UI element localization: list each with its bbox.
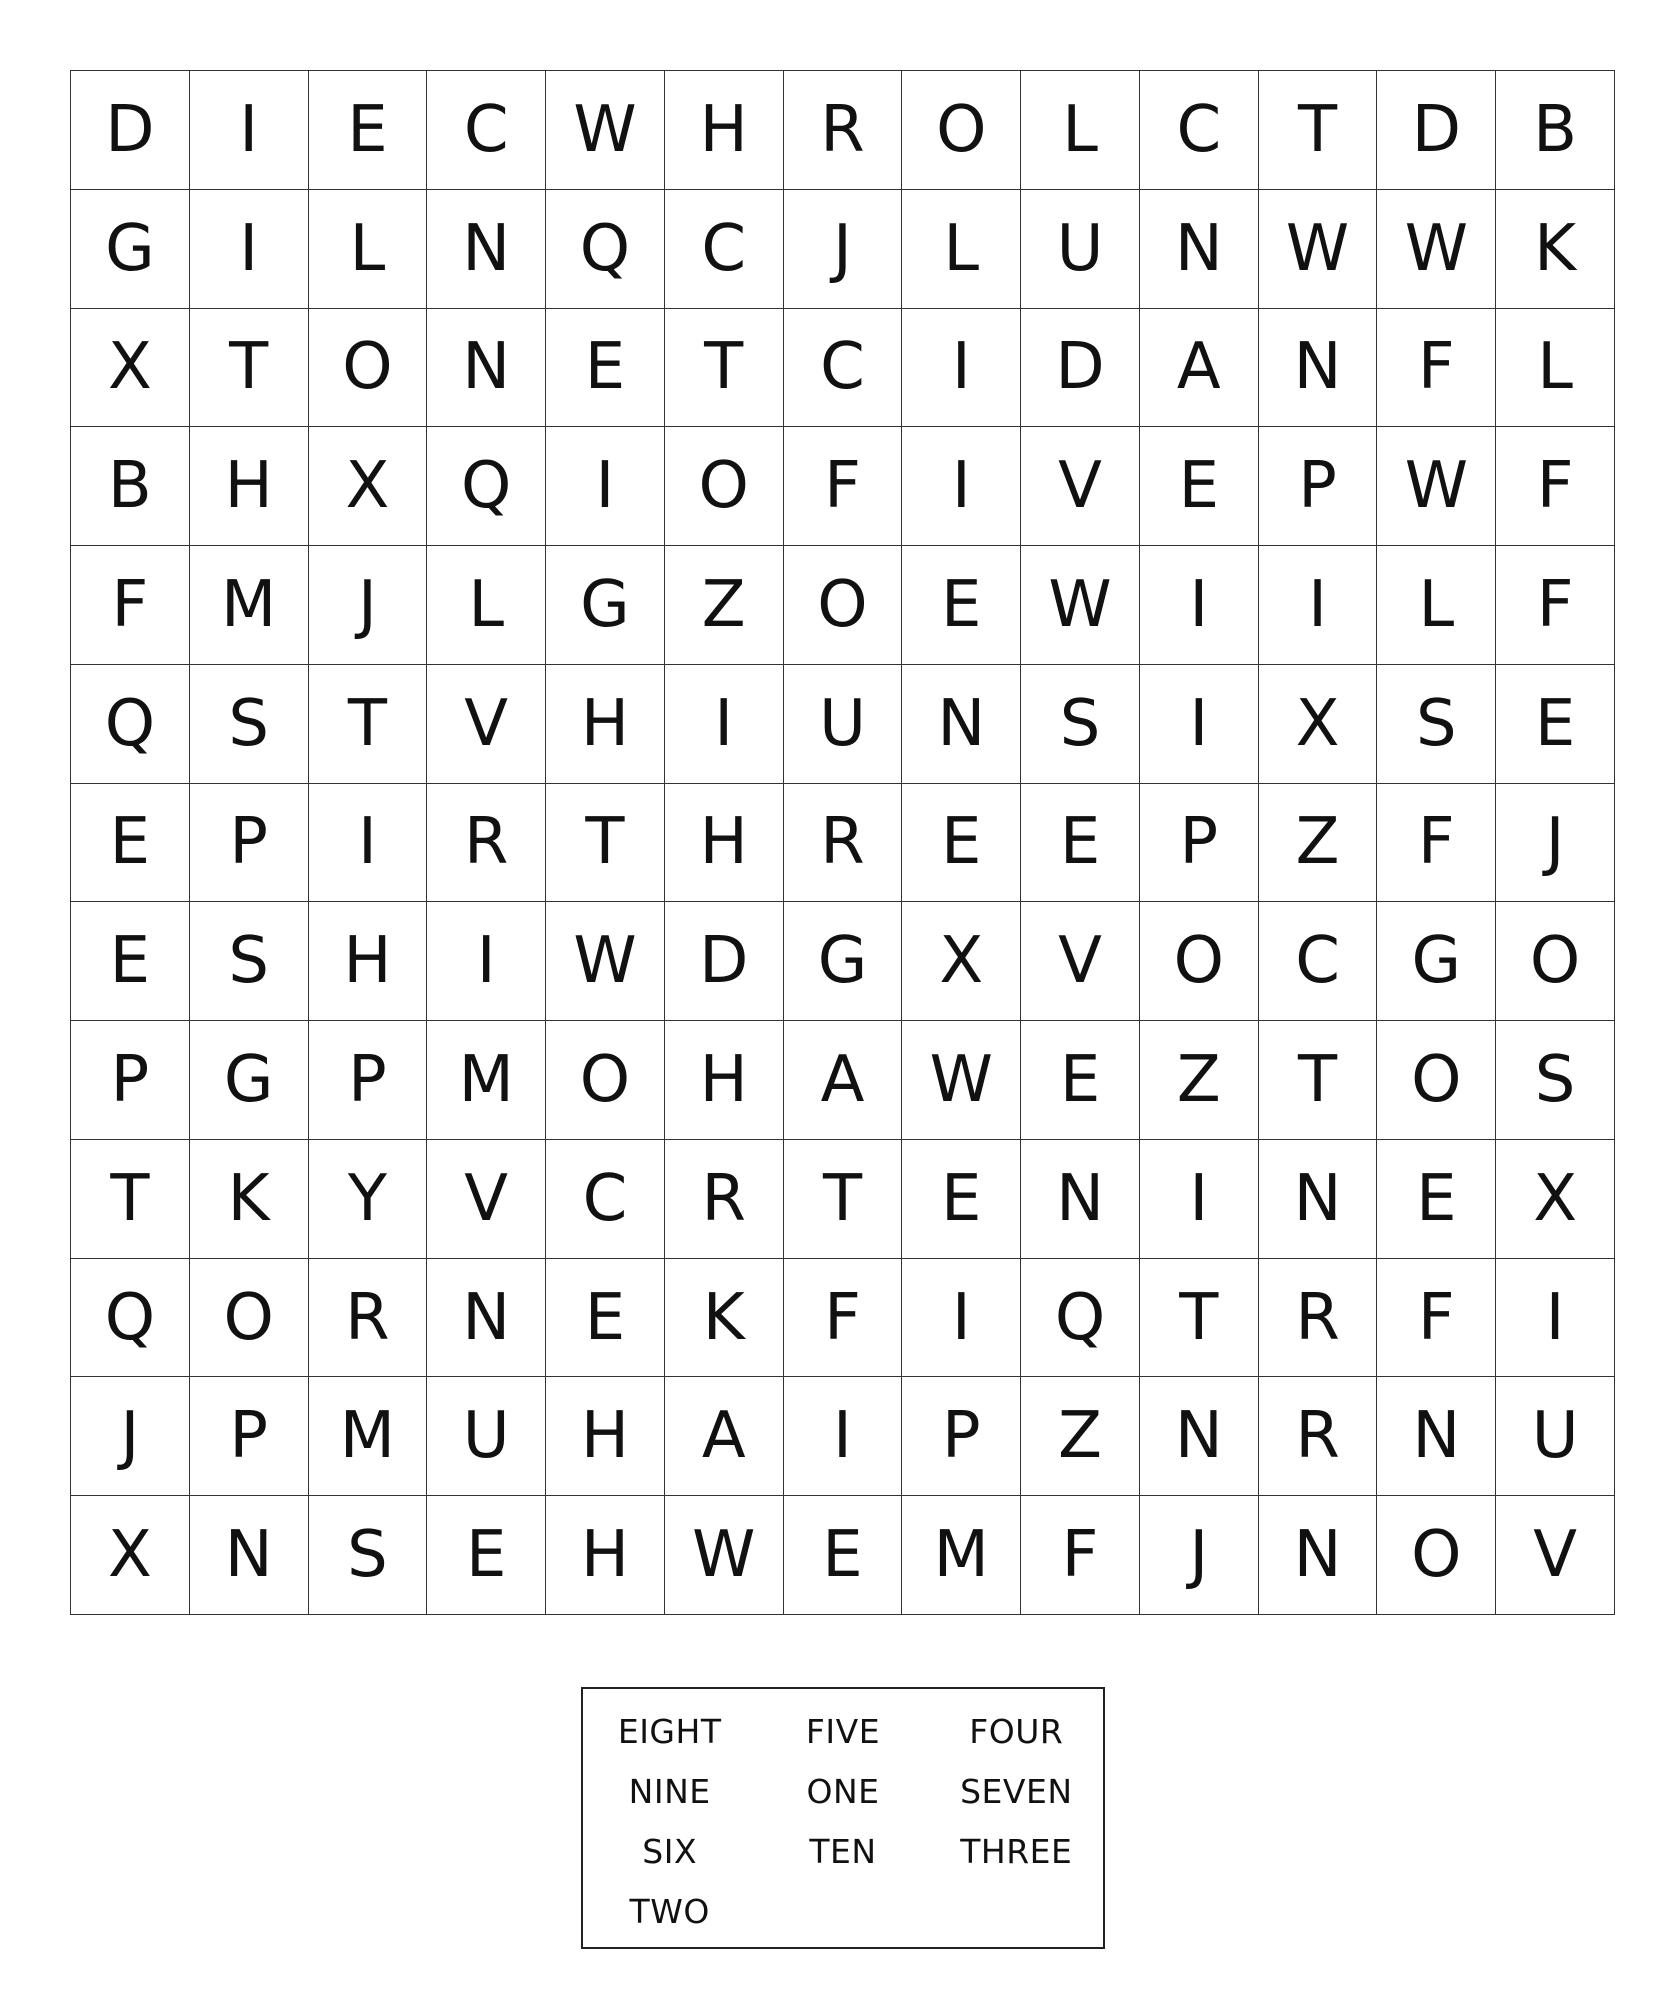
grid-cell[interactable]: I <box>427 902 546 1021</box>
word-bank <box>581 1687 1105 1949</box>
grid-cell[interactable]: I <box>902 309 1021 428</box>
grid-cell[interactable]: E <box>902 784 1021 903</box>
grid-cell[interactable]: S <box>190 902 309 1021</box>
grid-cell[interactable]: E <box>902 1140 1021 1259</box>
grid-cell[interactable]: V <box>427 1140 546 1259</box>
grid-cell[interactable]: Z <box>665 546 784 665</box>
grid-cell[interactable]: G <box>190 1021 309 1140</box>
grid-cell[interactable]: U <box>427 1377 546 1496</box>
grid-cell[interactable]: P <box>902 1377 1021 1496</box>
grid-cell[interactable]: S <box>190 665 309 784</box>
grid-cell[interactable]: R <box>784 784 903 903</box>
grid-cell[interactable]: W <box>665 1496 784 1615</box>
grid-cell[interactable]: P <box>190 1377 309 1496</box>
grid-cell[interactable]: J <box>71 1377 190 1496</box>
grid-cell[interactable]: S <box>309 1496 428 1615</box>
grid-cell[interactable]: R <box>784 71 903 190</box>
grid-cell[interactable]: W <box>546 71 665 190</box>
grid-cell[interactable]: B <box>1496 71 1615 190</box>
grid-cell[interactable]: S <box>1377 665 1496 784</box>
grid-cell[interactable]: N <box>1377 1377 1496 1496</box>
grid-cell[interactable]: N <box>1259 1140 1378 1259</box>
grid-cell[interactable]: T <box>546 784 665 903</box>
grid-cell[interactable]: G <box>784 902 903 1021</box>
grid-cell[interactable]: L <box>309 190 428 309</box>
grid-cell[interactable]: O <box>309 309 428 428</box>
grid-cell[interactable]: D <box>665 902 784 1021</box>
grid-cell[interactable]: U <box>1496 1377 1615 1496</box>
grid-cell[interactable]: R <box>1259 1259 1378 1378</box>
word-bank-item: NINE <box>628 1771 711 1811</box>
grid-cell[interactable]: T <box>190 309 309 428</box>
grid-cell[interactable]: S <box>1496 1021 1615 1140</box>
grid-cell[interactable]: M <box>427 1021 546 1140</box>
grid-cell[interactable]: N <box>190 1496 309 1615</box>
grid-cell[interactable]: S <box>1021 665 1140 784</box>
grid-cell[interactable]: K <box>190 1140 309 1259</box>
grid-cell[interactable]: O <box>1377 1021 1496 1140</box>
grid-cell[interactable]: X <box>309 427 428 546</box>
grid-cell[interactable]: I <box>1140 665 1259 784</box>
grid-cell[interactable]: F <box>71 546 190 665</box>
grid-cell[interactable]: H <box>665 71 784 190</box>
grid-cell[interactable]: O <box>546 1021 665 1140</box>
grid-cell[interactable]: D <box>1021 309 1140 428</box>
grid-cell[interactable]: N <box>1140 190 1259 309</box>
grid-cell[interactable]: R <box>309 1259 428 1378</box>
grid-cell[interactable]: H <box>190 427 309 546</box>
grid-cell[interactable]: N <box>1259 1496 1378 1615</box>
grid-cell[interactable]: X <box>902 902 1021 1021</box>
grid-cell[interactable]: T <box>665 309 784 428</box>
grid-cell[interactable]: E <box>71 784 190 903</box>
grid-cell[interactable]: E <box>1496 665 1615 784</box>
grid-cell[interactable]: P <box>71 1021 190 1140</box>
grid-cell[interactable]: F <box>784 1259 903 1378</box>
grid-cell[interactable]: M <box>902 1496 1021 1615</box>
grid-cell[interactable]: N <box>1259 309 1378 428</box>
grid-cell[interactable]: F <box>1021 1496 1140 1615</box>
grid-cell[interactable]: O <box>784 546 903 665</box>
grid-cell[interactable]: C <box>427 71 546 190</box>
grid-cell[interactable]: P <box>1140 784 1259 903</box>
grid-cell[interactable]: N <box>427 1259 546 1378</box>
word-bank-item: ONE <box>806 1771 880 1811</box>
grid-cell[interactable]: J <box>1496 784 1615 903</box>
grid-cell[interactable]: N <box>902 665 1021 784</box>
grid-cell[interactable]: X <box>1259 665 1378 784</box>
grid-cell[interactable]: T <box>71 1140 190 1259</box>
grid-cell[interactable]: F <box>1377 784 1496 903</box>
grid-cell[interactable]: Q <box>1021 1259 1140 1378</box>
grid-cell[interactable]: A <box>1140 309 1259 428</box>
grid-cell[interactable]: I <box>190 71 309 190</box>
grid-cell[interactable]: N <box>427 309 546 428</box>
grid-cell[interactable]: X <box>71 309 190 428</box>
grid-cell[interactable]: I <box>902 1259 1021 1378</box>
grid-cell[interactable]: M <box>309 1377 428 1496</box>
grid-cell[interactable]: O <box>902 71 1021 190</box>
grid-cell[interactable]: X <box>71 1496 190 1615</box>
grid-cell[interactable]: T <box>784 1140 903 1259</box>
grid-cell[interactable]: H <box>546 1496 665 1615</box>
grid-cell[interactable]: C <box>1140 71 1259 190</box>
grid-cell[interactable]: Q <box>71 665 190 784</box>
grid-cell[interactable]: K <box>665 1259 784 1378</box>
grid-cell[interactable]: N <box>427 190 546 309</box>
grid-cell[interactable]: D <box>1377 71 1496 190</box>
grid-cell[interactable]: C <box>1259 902 1378 1021</box>
grid-cell[interactable]: I <box>665 665 784 784</box>
grid-cell[interactable]: E <box>902 546 1021 665</box>
grid-cell[interactable]: V <box>1021 427 1140 546</box>
grid-cell[interactable]: Z <box>1140 1021 1259 1140</box>
grid-cell[interactable]: J <box>309 546 428 665</box>
grid-cell[interactable]: H <box>665 1021 784 1140</box>
grid-cell[interactable]: P <box>309 1021 428 1140</box>
grid-cell[interactable]: H <box>546 665 665 784</box>
grid-cell[interactable]: U <box>784 665 903 784</box>
grid-cell[interactable]: T <box>1140 1259 1259 1378</box>
grid-cell[interactable]: H <box>309 902 428 1021</box>
grid-cell[interactable]: L <box>427 546 546 665</box>
grid-cell[interactable]: W <box>902 1021 1021 1140</box>
grid-cell[interactable]: G <box>71 190 190 309</box>
grid-cell[interactable]: Q <box>427 427 546 546</box>
grid-cell[interactable]: I <box>190 190 309 309</box>
grid-cell[interactable]: J <box>784 190 903 309</box>
grid-cell[interactable]: E <box>546 309 665 428</box>
grid-cell[interactable]: R <box>665 1140 784 1259</box>
grid-cell[interactable]: W <box>1021 546 1140 665</box>
grid-cell[interactable]: I <box>1259 546 1378 665</box>
grid-cell[interactable]: L <box>1377 546 1496 665</box>
grid-cell[interactable]: G <box>546 546 665 665</box>
grid-cell[interactable]: W <box>1259 190 1378 309</box>
grid-cell[interactable]: F <box>1377 309 1496 428</box>
grid-cell[interactable]: E <box>546 1259 665 1378</box>
grid-cell[interactable]: I <box>546 427 665 546</box>
grid-cell[interactable]: A <box>784 1021 903 1140</box>
grid-cell[interactable]: C <box>546 1140 665 1259</box>
grid-cell[interactable]: C <box>784 309 903 428</box>
grid-cell[interactable]: E <box>1021 784 1140 903</box>
grid-cell[interactable]: O <box>1496 902 1615 1021</box>
word-bank-item: TEN <box>809 1831 877 1871</box>
grid-cell[interactable]: E <box>1021 1021 1140 1140</box>
grid-cell[interactable]: V <box>1496 1496 1615 1615</box>
grid-cell[interactable]: P <box>1259 427 1378 546</box>
grid-cell[interactable]: R <box>1259 1377 1378 1496</box>
grid-cell[interactable]: W <box>1377 190 1496 309</box>
grid-cell[interactable]: K <box>1496 190 1615 309</box>
grid-cell[interactable]: F <box>1377 1259 1496 1378</box>
grid-cell[interactable]: I <box>1140 546 1259 665</box>
grid-cell[interactable]: Q <box>71 1259 190 1378</box>
grid-cell[interactable]: I <box>1140 1140 1259 1259</box>
grid-cell[interactable]: Z <box>1021 1377 1140 1496</box>
grid-cell[interactable]: L <box>1021 71 1140 190</box>
grid-cell[interactable]: Z <box>1259 784 1378 903</box>
grid-cell[interactable]: X <box>1496 1140 1615 1259</box>
grid-cell[interactable]: E <box>784 1496 903 1615</box>
grid-cell[interactable]: N <box>1140 1377 1259 1496</box>
grid-cell[interactable]: B <box>71 427 190 546</box>
grid-cell[interactable]: C <box>665 190 784 309</box>
grid-cell[interactable]: Q <box>546 190 665 309</box>
grid-cell[interactable]: T <box>309 665 428 784</box>
grid-cell[interactable]: D <box>71 71 190 190</box>
grid-cell[interactable]: F <box>784 427 903 546</box>
grid-cell[interactable]: E <box>427 1496 546 1615</box>
grid-cell[interactable]: E <box>71 902 190 1021</box>
grid-cell[interactable]: Y <box>309 1140 428 1259</box>
grid-cell[interactable]: N <box>1021 1140 1140 1259</box>
grid-cell[interactable]: E <box>309 71 428 190</box>
grid-cell[interactable]: E <box>1140 427 1259 546</box>
word-bank-item: TWO <box>629 1891 710 1931</box>
grid-cell[interactable]: V <box>427 665 546 784</box>
grid-cell[interactable]: E <box>1377 1140 1496 1259</box>
word-bank-item: THREE <box>960 1831 1073 1871</box>
grid-cell[interactable]: L <box>902 190 1021 309</box>
word-bank-item: SIX <box>642 1831 698 1871</box>
word-bank-item: SEVEN <box>960 1771 1073 1811</box>
grid-cell[interactable]: G <box>1377 902 1496 1021</box>
grid-cell[interactable]: O <box>665 427 784 546</box>
grid-cell[interactable]: R <box>427 784 546 903</box>
word-bank-item: FIVE <box>805 1711 881 1751</box>
grid-cell[interactable]: I <box>784 1377 903 1496</box>
grid-cell[interactable]: O <box>1140 902 1259 1021</box>
grid-cell[interactable]: T <box>1259 1021 1378 1140</box>
grid-cell[interactable]: F <box>1496 546 1615 665</box>
grid-cell[interactable]: I <box>902 427 1021 546</box>
grid-cell[interactable]: M <box>190 546 309 665</box>
grid-cell[interactable]: V <box>1021 902 1140 1021</box>
grid-cell[interactable]: P <box>190 784 309 903</box>
grid-cell[interactable]: H <box>665 784 784 903</box>
word-bank-item: EIGHT <box>617 1711 722 1751</box>
grid-cell[interactable]: W <box>546 902 665 1021</box>
grid-cell[interactable]: I <box>309 784 428 903</box>
grid-cell[interactable]: W <box>1377 427 1496 546</box>
letter-grid <box>70 70 1615 1615</box>
grid-cell[interactable]: O <box>1377 1496 1496 1615</box>
grid-cell[interactable]: U <box>1021 190 1140 309</box>
grid-cell[interactable]: O <box>190 1259 309 1378</box>
grid-cell[interactable]: L <box>1496 309 1615 428</box>
grid-cell[interactable]: I <box>1496 1259 1615 1378</box>
grid-cell[interactable]: A <box>665 1377 784 1496</box>
grid-cell[interactable]: F <box>1496 427 1615 546</box>
word-bank-item: FOUR <box>969 1711 1064 1751</box>
grid-cell[interactable]: H <box>546 1377 665 1496</box>
grid-cell[interactable]: J <box>1140 1496 1259 1615</box>
grid-cell[interactable]: T <box>1259 71 1378 190</box>
